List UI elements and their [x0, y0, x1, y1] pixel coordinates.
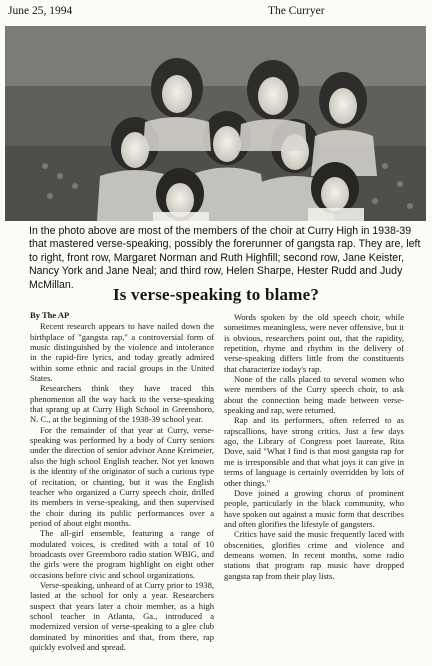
masthead — [6, 0, 426, 22]
paragraph: Verse-speaking, unheard of at Curry prior to 1938, lasted at the school for only a year. Researchers suspect that years later a choir member, as a high school teacher in Atlanta, Ga., introduced a modernized version of verse-speaking to a glee club dominated by minorities and that, from there, rap quickly evolved and spread. — [30, 579, 214, 652]
paragraph: Dove joined a growing chorus of prominent people, particularly in the black community, who have spoken out against a music form that describes and often glorifies the lifestyle of gangsters. — [224, 487, 404, 529]
issue-date: June 25, 1994 — [8, 5, 73, 17]
publication-name: The Curryer — [268, 5, 325, 17]
byline: By The AP — [30, 310, 70, 320]
paragraph: For the remainder of that year at Curry, verse-speaking was performed by a body of Curry seniors under the direction of senior advisor Anne Kreimeier, also the high school English teacher. Not yet known is the identity of the originator of such a curious type of recitation, or chanting, but it was the English teacher who organized a Curry speech choir, drilled its members in verse-speaking, and then supervised the choir during its public performances over a period of about eight months. — [30, 424, 214, 528]
paragraph: None of the calls placed to several women who were members of the Curry speech choir, to ask about the connection being made between verse-speaking and rap, were returned. — [224, 374, 404, 416]
paragraph: The all-girl ensemble, featuring a range of modulated voices, is credited with a total of 10 broadcasts over Greensboro radio station WBIG, and the girls were the program highlight on eight other occasions before civic and school organizations. — [30, 528, 214, 580]
paragraph: Recent research appears to have nailed down the birthplace of "gangsta rap," a controversial form of music distinguished by the violence and intolerance in the rapid-fire lyrics, and today greatly admired within some ethnic and racial groups in the United States. — [30, 321, 214, 384]
article-column-right — [224, 312, 404, 664]
photo-caption: In the photo above are most of the members of the choir at Curry High in 1938-39 that mastered verse-speaking, possibly the forerunner of gangsta rap. They are, left to right, front row, Margaret Norman and Ruth Highfill; second row, Jane Keister, Nancy York and Jane Neal; and third row, Helen Sharpe, Hester Rudd and Judy McMillan. — [29, 225, 421, 291]
paragraph: Researchers think they have traced this phenomenon all the way back to the verse-speaking that sprang up at Curry High School in Greensboro, N. C., at the beginning of the 1938-39 school year. — [30, 383, 214, 425]
paragraph: Critics have said the music frequently laced with obscenities, glorifies crime and violence and demeans women. In recent months, some radio stations that program rap music have dropped gangsta rap from their play lists. — [224, 529, 404, 581]
article-column-left — [30, 310, 214, 662]
paragraph: Rap and its performers, often referred to as rapscallions, have strong critics. Just a few days ago, the Library of Congress poet laureate, Rita Dove, said "What I find is that most gangsta rap for me is irresponsible and that what joys it can give in terms of language is certainly overridden by lots of other things." — [224, 415, 404, 488]
headline: Is verse-speaking to blame? — [112, 285, 320, 304]
choir-photo — [5, 26, 426, 221]
paragraph: Words spoken by the old speech choir, while sometimes meaningless, were never offensive, but it is obvious, researchers point out, that the rapidity, repetition, rhyme and rhythm in the delivery of verse-speaking differs little from the constituents that characterize today's rap. — [224, 312, 404, 374]
